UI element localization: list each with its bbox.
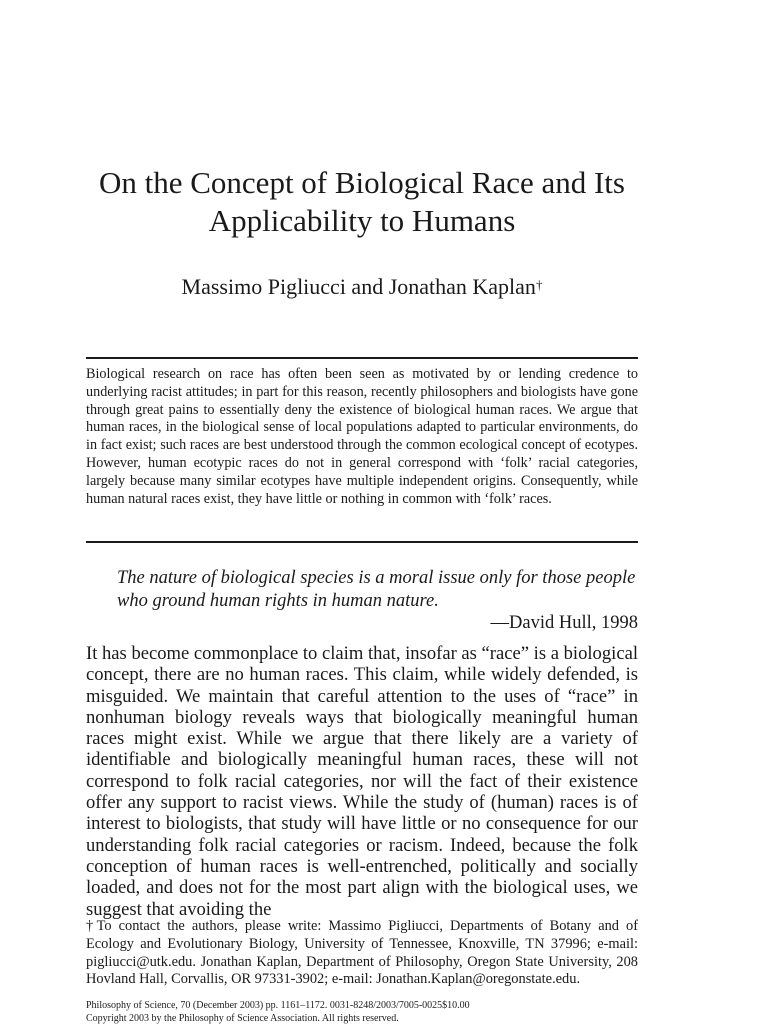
abstract-top-rule — [86, 357, 638, 359]
paper-title — [86, 164, 638, 240]
title-line-2: Applicability to Humans — [208, 203, 516, 238]
abstract: Biological research on race has often been seen as motivated by or lending credence to underlying racist attitudes; in part for this reason, recently philosophers and biologists have gone through great pains to essentially deny the existence of biological human races. We argue that human races, in the biological sense of local populations adapted to particular environments, do in fact exist; such races are best understood through the common ecological concept of ecotypes. However, human ecotypic races do not in general correspond with ‘folk’ racial categories, largely because many similar ecotypes have multiple independent origins. Consequently, while human natural races exist, they have little or nothing in common with ‘folk’ races. — [86, 366, 638, 507]
author-line — [86, 272, 638, 302]
author-footnote-mark: † — [535, 277, 543, 292]
body-paragraph: It has become commonplace to claim that, insofar as “race” is a biological concept, there are no human races. This claim, while widely defended, is misguided. We maintain that careful attention to the uses of “race” in nonhuman biology reveals ways that biologically meaningful human races might exist. While we argue that there likely are a variety of identifiable and biologically meaningful human races, these will not correspond to folk racial categories, nor will the fact of their existence offer any support to racist views. While the study of (human) races is of interest to biologists, that study will have little or no consequence for our understanding folk racial categories or racism. Indeed, because the folk conception of human races is well-entrenched, politically and socially loaded, and does not for the most part align with the biological uses, we suggest that avoiding the — [86, 643, 638, 920]
copyright-notice: Copyright 2003 by the Philosophy of Science Association. All rights reserved. — [86, 1013, 399, 1024]
author-footnote: †To contact the authors, please write: Massimo Pigliucci, Departments of Botany and of Ecology and Evolutionary Biology, University of Tennessee, Knoxville, TN 37996; e-mail: pigliucci@utk.edu. Jonathan Kaplan, Department of Philosophy, Oregon State University, 208 Hovland Hall, Corvallis, OR 97331-3902; e-mail: Jonathan.Kaplan@oregonstate.edu. — [86, 918, 638, 988]
epigraph: The nature of biological species is a moral issue only for those people who ground human rights in human nature. — [117, 568, 636, 611]
journal-footer — [86, 999, 638, 1025]
journal-citation: Philosophy of Science, 70 (December 2003) pp. 1161–1172. 0031-8248/2003/7005-0025$10.00 — [86, 1000, 470, 1011]
abstract-bottom-rule — [86, 541, 638, 543]
authors: Massimo Pigliucci and Jonathan Kaplan — [181, 274, 536, 299]
epigraph-attribution: —David Hull, 1998 — [490, 613, 638, 633]
title-line-1: On the Concept of Biological Race and Its — [98, 165, 625, 200]
